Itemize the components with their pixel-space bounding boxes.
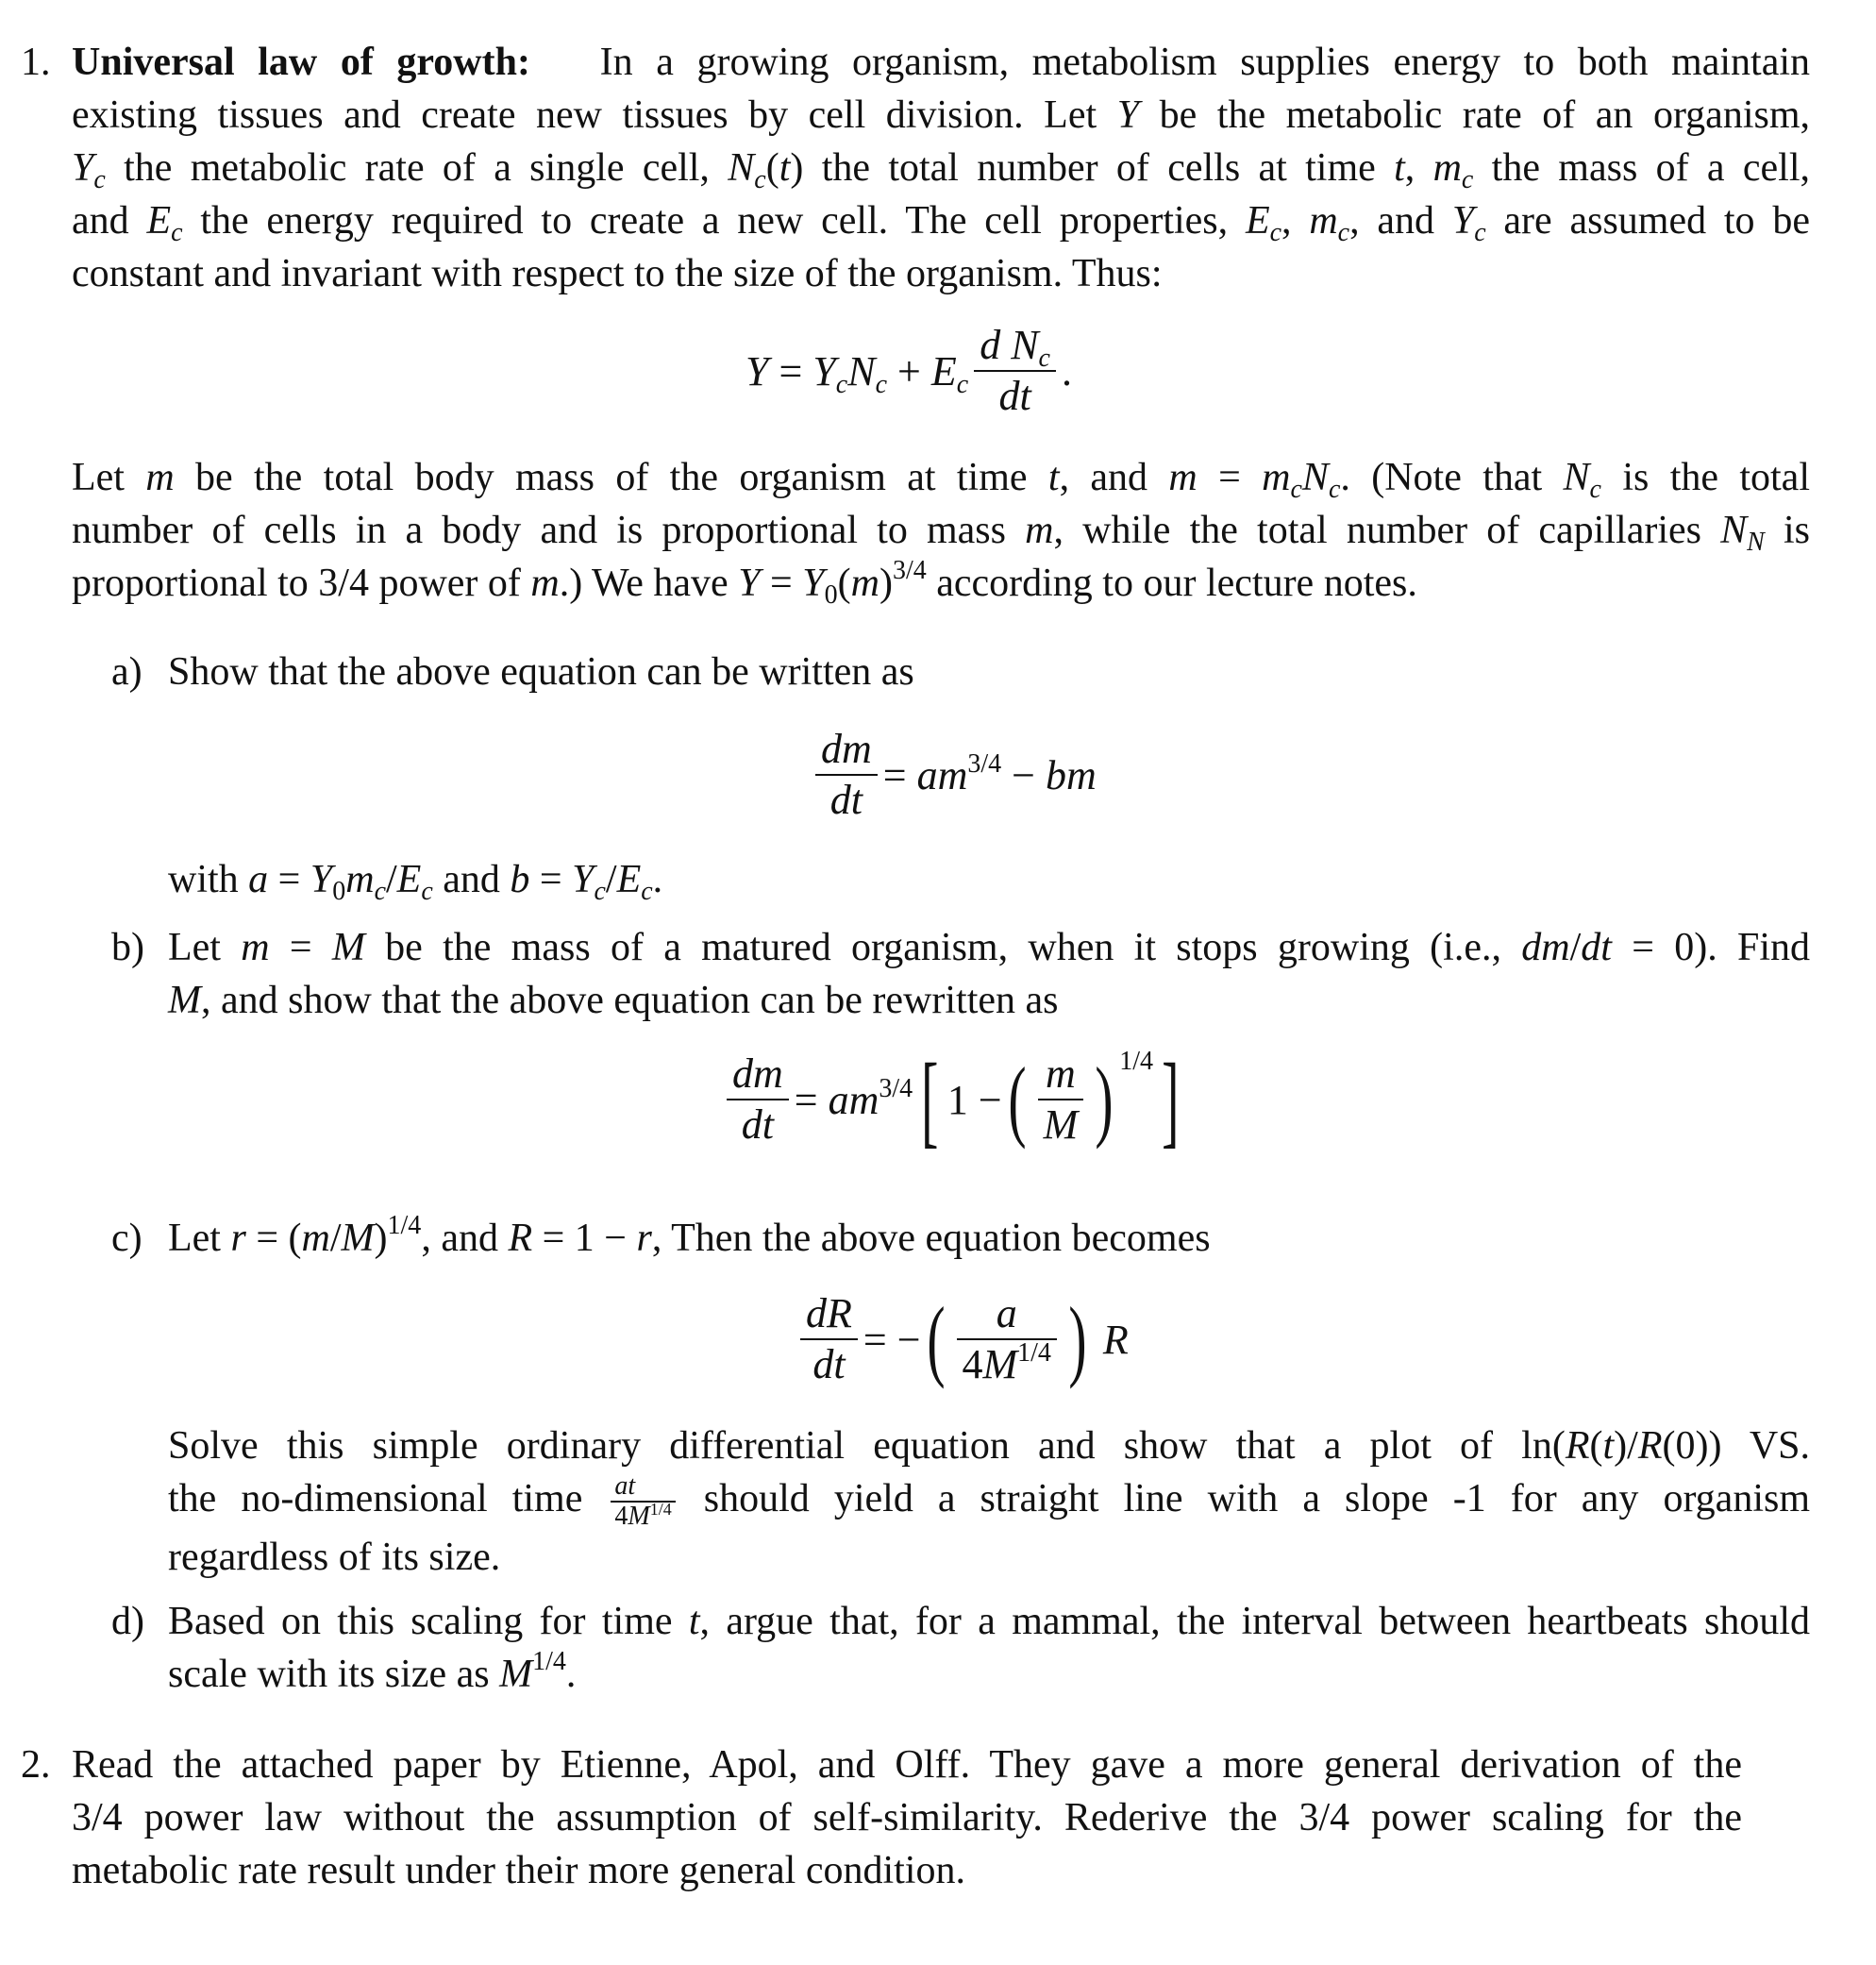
part-b-text [168,921,1810,1027]
para2-line-2: number of cells in a body and is proportional to mass m, while the total number of capillaries $N_N$ is [72,509,1810,557]
problem-2-number: 2. [21,1743,51,1787]
part-b-line-1: Let m = M be the mass of a matured organism, when it stops growing (i.e., dm/dt = 0). Find [168,926,1811,969]
intro-line-4: and $E_c$ the energy required to create a new cell. The cell properties, $E_c$, $m_c$, and $Y_c$ are assumed to be [72,199,1810,247]
part-a-equation: $\frac{dm}{dt}$ = $am^{3/4}$ − bm [810,725,1097,825]
part-c-instructions [168,1419,1810,1584]
problem-2-line-3: metabolic rate result under their more general condition. [72,1849,965,1892]
intro-line-1: Universal law of growth: In a growing organism, metabolism supplies energy to both maintain [72,41,1811,84]
part-d-line-1: Based on this scaling for time t, argue that, for a mammal, the interval between heartbeats should [168,1600,1810,1643]
part-d-text [168,1595,1810,1701]
part-c-label: c) [111,1217,142,1260]
para2-line-3: proportional to 3/4 power of m.) We have $Y = Y_0(m)^{3/4}$ according to our lecture notes. [72,556,1417,610]
problem-1-paragraph-2 [72,451,1810,610]
part-c-equation: $\frac{dR}{dt}$ = −( $\frac{a}{4M^{1/4}}$ ) R [795,1289,1129,1389]
part-a-followup [168,853,1810,906]
part-c-line-3: regardless of its size. [168,1536,501,1580]
part-b-equation: $\frac{dm}{dt}$ = $am^{3/4}$[ 1 −( $\frac{m}{M}$ ) $^{1/4}$] [721,1048,1188,1151]
problem-1-intro [72,36,1810,300]
part-a-label: a) [111,650,142,694]
part-c-text [168,1212,1810,1265]
main-equation: $Y = Y_cN_c + E_c$ $\frac{d N_c}{dt}$ . [745,322,1072,419]
part-a-statement: Show that the above equation can be written as [168,650,914,694]
part-a-definitions: with $a = Y_0m_c/E_c$ and $b = Y_c/E_c$. [168,858,663,906]
intro-line-3: $Y_c$ the metabolic rate of a single cell, $N_c(t)$ the total number of cells at time t, $m_c$ the mass of a cell, [72,146,1811,194]
part-b-line-2: M, and show that the above equation can be rewritten as [168,979,1059,1022]
part-c-line-1: Solve this simple ordinary differential equation and show that a plot of ln(R(t)/R(0)) VS. [168,1424,1811,1468]
intro-line-5: constant and invariant with respect to the size of the organism. Thus: [72,252,1163,295]
problem-1-heading: Universal law of growth: [72,41,530,84]
para2-line-1: Let m be the total body mass of the organism at time t, and $m = m_cN_c$. (Note that $N_c$ is the total [72,456,1810,504]
problem-2-line-2: 3/4 power law without the assumption of self-similarity. Rederive the 3/4 power scaling for the [72,1796,1742,1839]
part-c-statement: Let $r = (m/M)^{1/4}$, and R = 1 − r, Then the above equation becomes [168,1211,1211,1260]
problem-2-line-1: Read the attached paper by Etienne, Apol, and Olff. They gave a more general derivation of the [72,1743,1742,1787]
problem-1-number: 1. [21,41,51,84]
problem-2-text [72,1738,1742,1897]
part-d-line-2: scale with its size as $M^{1/4}$. [168,1647,577,1696]
part-a-text [168,646,1810,698]
part-d-label: d) [111,1600,144,1643]
part-c-line-2: the no-dimensional time $\frac{at}{4M^{1/4}}$ should yield a straight line with a slope -1 for any organism [168,1471,1810,1532]
part-b-label: b) [111,926,144,969]
intro-line-2: existing tissues and create new tissues by cell division. Let Y be the metabolic rate of an organism, [72,93,1811,137]
